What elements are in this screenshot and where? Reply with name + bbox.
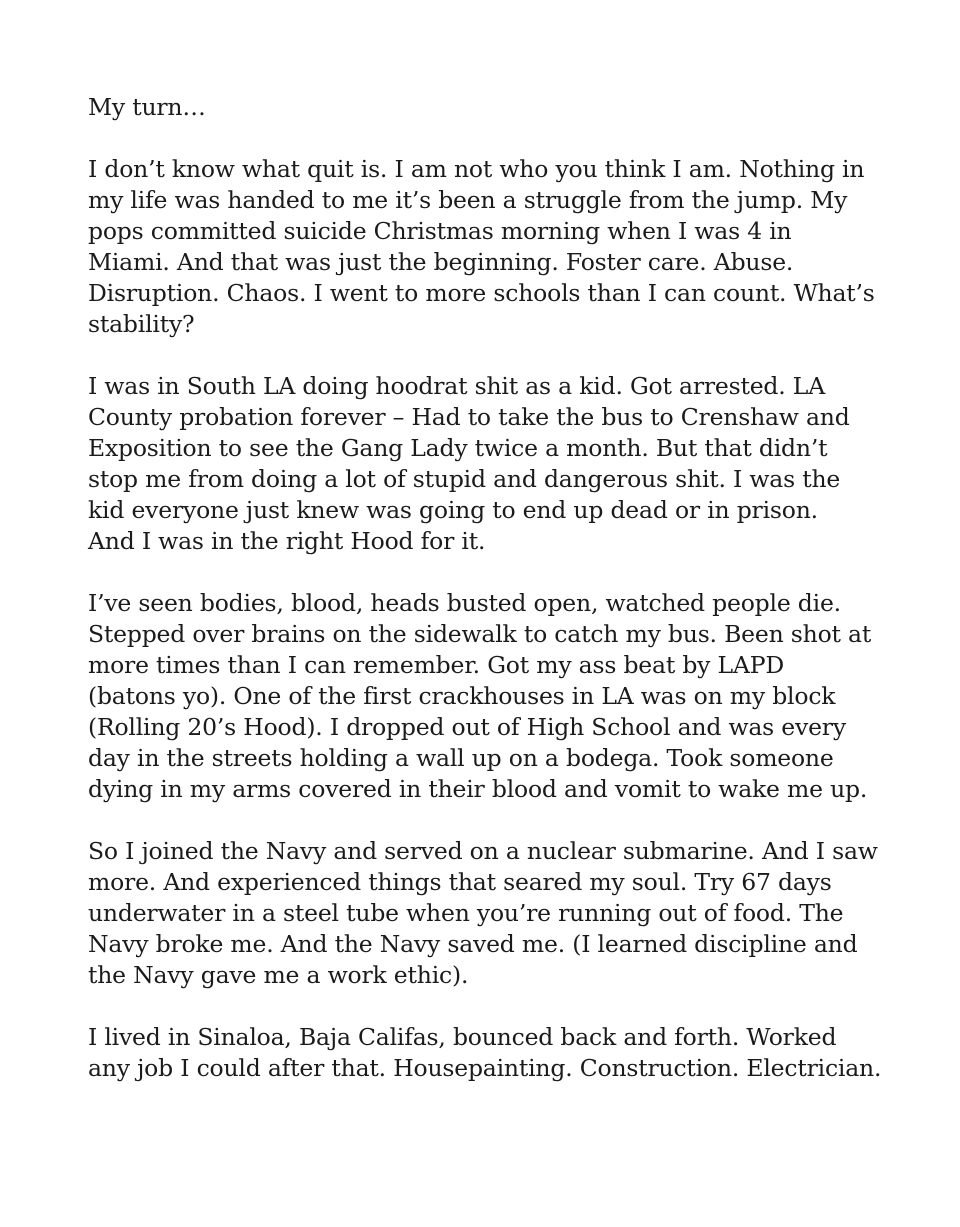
- paragraph-opening: [88, 92, 898, 123]
- paragraph-streets: [88, 588, 898, 805]
- text-line: Exposition to see the Gang Lady twice a month. But that didn’t: [88, 434, 828, 462]
- text-line: the Navy gave me a work ethic).: [88, 961, 469, 989]
- text-line: My turn…: [88, 93, 206, 121]
- paragraph-childhood: [88, 154, 898, 340]
- text-line: Stepped over brains on the sidewalk to catch my bus. Been shot at: [88, 620, 872, 648]
- text-line: kid everyone just knew was going to end up dead or in prison.: [88, 496, 818, 524]
- text-line: more times than I can remember. Got my ass beat by LAPD: [88, 651, 784, 679]
- paragraph-work: [88, 1022, 898, 1084]
- text-line: day in the streets holding a wall up on a bodega. Took someone: [88, 744, 834, 772]
- text-line: And I was in the right Hood for it.: [88, 527, 486, 555]
- text-line: County probation forever – Had to take the bus to Crenshaw and: [88, 403, 850, 431]
- text-line: pops committed suicide Christmas morning when I was 4 in: [88, 217, 792, 245]
- text-line: stop me from doing a lot of stupid and dangerous shit. I was the: [88, 465, 841, 493]
- text-line: Navy broke me. And the Navy saved me. (I learned discipline and: [88, 930, 858, 958]
- text-line: my life was handed to me it’s been a struggle from the jump. My: [88, 186, 848, 214]
- text-line: stability?: [88, 310, 195, 338]
- text-line: (batons yo). One of the first crackhouses in LA was on my block: [88, 682, 836, 710]
- paragraph-navy: [88, 836, 898, 991]
- text-line: more. And experienced things that seared my soul. Try 67 days: [88, 868, 832, 896]
- text-line: underwater in a steel tube when you’re running out of food. The: [88, 899, 844, 927]
- text-line: I lived in Sinaloa, Baja Califas, bounced back and forth. Worked: [88, 1023, 837, 1051]
- text-line: (Rolling 20’s Hood). I dropped out of High School and was every: [88, 713, 846, 741]
- paragraph-south-la: [88, 371, 898, 557]
- text-line: I was in South LA doing hoodrat shit as a kid. Got arrested. LA: [88, 372, 825, 400]
- text-line: So I joined the Navy and served on a nuclear submarine. And I saw: [88, 837, 878, 865]
- text-line: any job I could after that. Housepainting. Construction. Electrician.: [88, 1054, 882, 1082]
- text-line: Disruption. Chaos. I went to more schools than I can count. What’s: [88, 279, 875, 307]
- text-line: I don’t know what quit is. I am not who you think I am. Nothing in: [88, 155, 865, 183]
- text-line: Miami. And that was just the beginning. Foster care. Abuse.: [88, 248, 794, 276]
- text-line: I’ve seen bodies, blood, heads busted open, watched people die.: [88, 589, 841, 617]
- text-line: dying in my arms covered in their blood and vomit to wake me up.: [88, 775, 868, 803]
- document-body: [88, 92, 898, 1115]
